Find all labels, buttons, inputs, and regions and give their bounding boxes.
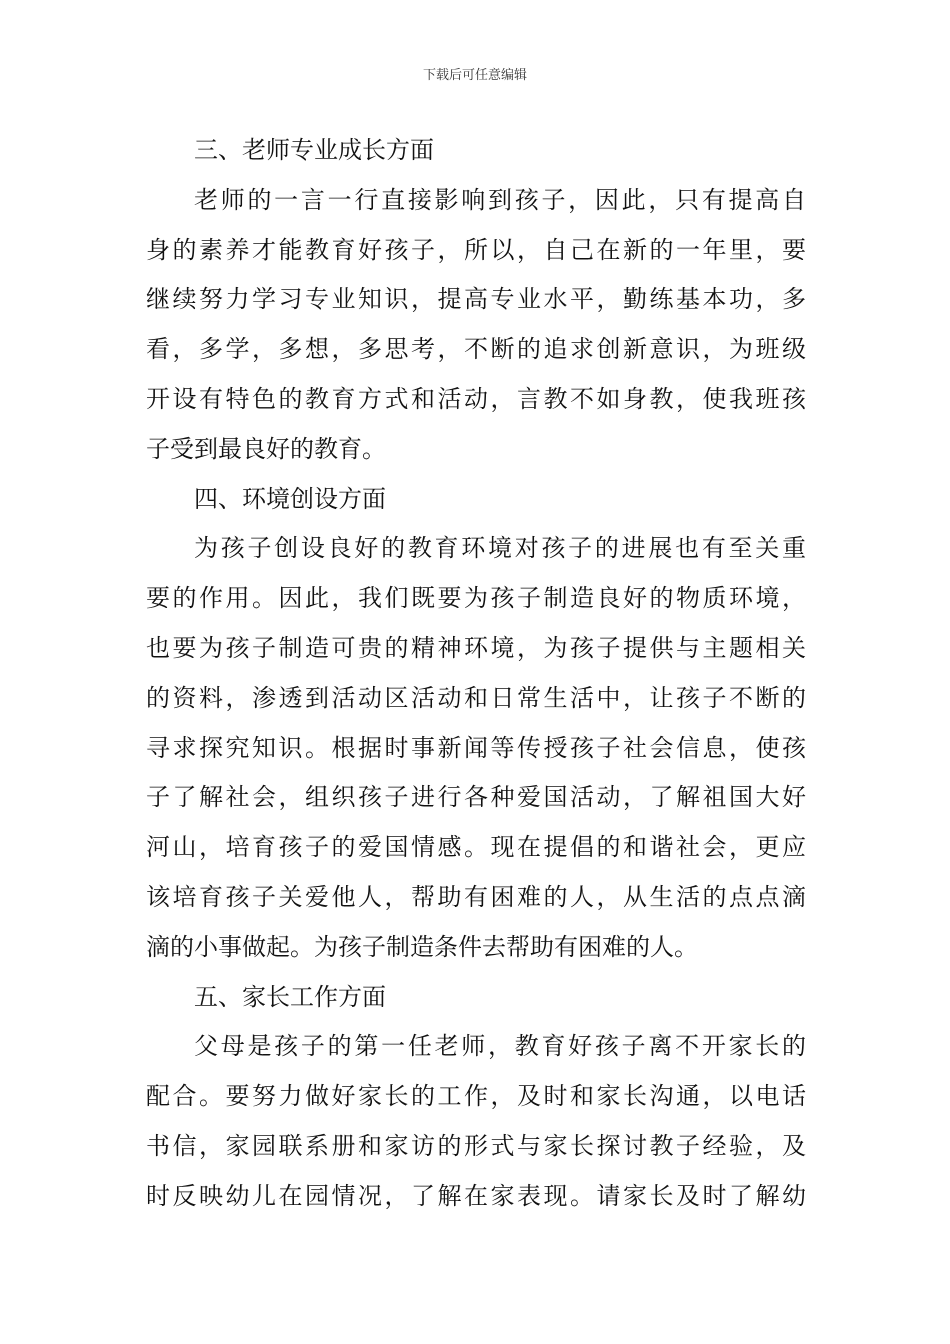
paragraph-line: 父母是孩子的第一任老师，教育好孩子离不开家长的 xyxy=(194,1032,806,1061)
paragraph-line: 滴的小事做起。为孩子制造条件去帮助有困难的人。 xyxy=(146,932,698,961)
paragraph-line: 的资料，渗透到活动区活动和日常生活中，让孩子不断的 xyxy=(146,683,806,712)
paragraph-line: 老师的一言一行直接影响到孩子，因此，只有提高自 xyxy=(194,185,806,214)
paragraph-line: 书信，家园联系册和家访的形式与家长探讨教子经验，及 xyxy=(146,1131,806,1160)
paragraph-line: 继续努力学习专业知识，提高专业水平，勤练基本功，多 xyxy=(146,285,806,314)
section-heading: 三、老师专业成长方面 xyxy=(194,136,434,164)
page-header: 下载后可任意编辑 xyxy=(422,68,527,83)
paragraph-line: 子了解社会，组织孩子进行各种爱国活动，了解祖国大好 xyxy=(146,783,806,812)
paragraph-line: 子受到最良好的教育。 xyxy=(146,434,386,463)
paragraph-line: 该培育孩子关爱他人，帮助有困难的人，从生活的点点滴 xyxy=(146,882,806,911)
paragraph-line: 为孩子创设良好的教育环境对孩子的进展也有至关重 xyxy=(194,534,806,563)
paragraph-line: 要的作用。因此，我们既要为孩子制造良好的物质环境， xyxy=(146,584,806,613)
section-heading: 五、家长工作方面 xyxy=(194,982,386,1011)
section-heading: 四、环境创设方面 xyxy=(194,484,386,513)
paragraph-line: 时反映幼儿在园情况，了解在家表现。请家长及时了解幼 xyxy=(146,1181,806,1210)
paragraph-line: 配合。要努力做好家长的工作，及时和家长沟通，以电话 xyxy=(146,1082,806,1111)
paragraph-line: 身的素养才能教育好孩子，所以，自己在新的一年里，要 xyxy=(146,235,806,264)
document-body xyxy=(146,126,806,1222)
paragraph-line: 寻求探究知识。根据时事新闻等传授孩子社会信息，使孩 xyxy=(146,733,806,762)
paragraph-line: 看，多学，多想，多思考，不断的追求创新意识，为班级 xyxy=(146,335,806,364)
paragraph-line: 开设有特色的教育方式和活动，言教不如身教，使我班孩 xyxy=(146,384,806,413)
paragraph-line: 河山，培育孩子的爱国情感。现在提倡的和谐社会，更应 xyxy=(146,833,806,862)
paragraph-line: 也要为孩子制造可贵的精神环境，为孩子提供与主题相关 xyxy=(146,633,806,662)
